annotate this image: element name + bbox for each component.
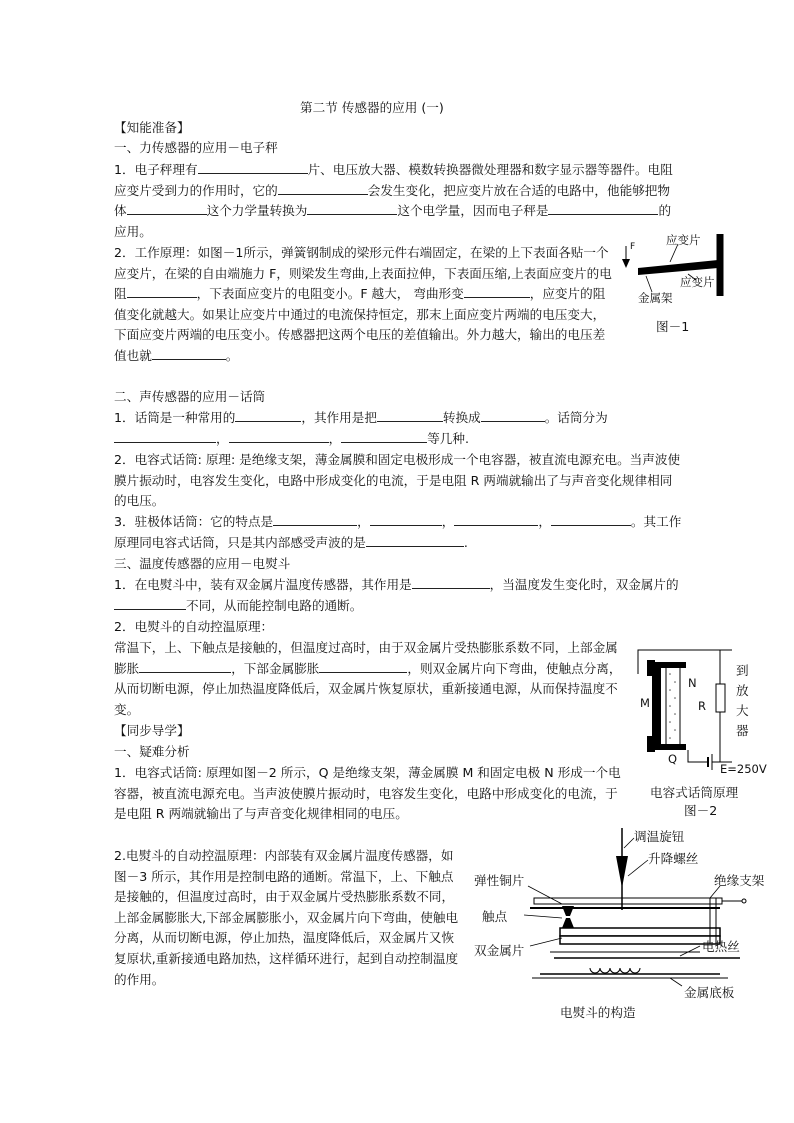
fig1-force-label: F (630, 242, 636, 252)
fig2-m-label: M (640, 696, 650, 710)
fig2-qi-label: 器 (736, 723, 749, 738)
fig3-support-label: 绝缘支架 (714, 873, 765, 888)
para-iron-control-title: 2．电熨斗的自动控温原理： (114, 619, 274, 634)
fig3-plate-label: 金属底板 (684, 985, 735, 1000)
para-working-principle: 2．工作原理：如图－1所示，弹簧钢制成的梁形元件右端固定，在梁的上下表面各贴一个应变片，在梁的自由端施力 F，则梁发生弯曲,上表面拉伸，下表面压缩,上表面应变片的电阻 ，下表面应变片的电阻变小。F 越大， 弯曲形变 ，应变片的阻值变化就越大。如果让应变片中通过的电流保持恒定，那末上面应变片两端的电压变大，下面应变片两端的电压变小。传感器把这两个电压的差值输出。外力越大，输出的电压差值也就 。 (114, 245, 612, 363)
heading-temperature-sensor: 三、温度传感器的应用－电熨斗 (114, 556, 291, 571)
fig2-name: 电容式话筒原理 (650, 785, 739, 800)
para-iron-control: 常温下，上、下触点是接触的，但温度过高时，由于双金属片受热膨胀系数不同，上部金属膨胀 ，下部金属膨胀 ，则双金属片向下弯曲，使触点分离，从而切断电源，停止加热温度降低后，双金属片恢复原状，重新接通电源，从而保持温度不变。 (114, 640, 622, 717)
para-scale-composition: 1．电子秤理有 片、电压放大器、模数转换器微处理器和数字显示器等器件。电阻应变片受到力的作用时，它的 会发生变化，把应变片放在合适的电路中，他能够把物体 这个力学量转换为 这个电学量，因而电子秤是 的应用。 (114, 162, 673, 239)
section-prep: 【知能准备】 (114, 120, 190, 135)
fig3-screw-label: 升降螺丝 (648, 851, 699, 866)
para-analysis-iron: 2.电熨斗的自动控温原理：内部装有双金属片温度传感器，如图－3 所示，其作用是控制电路的通断。常温下，上、下触点是接触的，但温度过高时，由于双金属片受热膨胀系数不同，上部金属膨胀大,下部金属膨胀小，双金属片向下弯曲，使触电分离，从而切断电源，停止加热，温度降低后，双金属片又恢复原状,重新接通电路加热，这样循环进行，起到自动控制温度的作用。 (114, 848, 459, 987)
fig2-to-label: 到 (736, 663, 749, 678)
para-capacitive-mic: 2．电容式话筒: 原理: 是绝缘支架，薄金属膜和固定电极形成一个电容器，被直流电源充电。当声波使膜片振动时，电容发生变化，电路中形成变化的电流，于是电阻 R 两端就输出了与声音变化规律相同的电压。 (114, 452, 681, 509)
fig2-voltage-label: E=250V (720, 762, 767, 776)
fig1-top-gauge-label: 应变片 (666, 233, 701, 247)
fig2-q-label: Q (668, 752, 678, 766)
heading-force-sensor: 一、力传感器的应用－电子秤 (114, 140, 278, 155)
fig1-caption: 图－1 (656, 319, 690, 334)
figure-3 (470, 818, 780, 1023)
fig2-caption: 图－2 (684, 803, 718, 818)
para-analysis-mic: 1．电容式话筒: 原理如图－2 所示，Q 是绝缘支架，薄金属膜 M 和固定电极 N 形成一个电容器，被直流电源充电。当声波使膜片振动时，电容发生变化，电路中形成变化的电流，于是电阻 R 两端就输出了与声音变化规律相同的电压。 (114, 765, 621, 822)
heading-sound-sensor: 二、声传感器的应用－话筒 (114, 389, 266, 404)
fig2-da-label: 大 (736, 703, 749, 718)
fig3-knob-label: 调温旋钮 (634, 829, 685, 844)
section-guide: 【同步导学】 (114, 723, 190, 738)
fig3-bimetal-label: 双金属片 (474, 943, 525, 958)
figure-1 (618, 228, 738, 338)
heading-analysis: 一、疑难分析 (114, 744, 190, 759)
fig1-frame-label: 金属架 (638, 291, 673, 305)
fig3-caption: 电熨斗的构造 (560, 1005, 636, 1020)
figure-2 (628, 644, 774, 816)
page-title: 第二节 传感器的应用 (一) (300, 100, 444, 115)
fig2-n-label: N (688, 676, 697, 690)
fig1-bottom-gauge-label: 应变片 (680, 275, 715, 289)
fig3-contact-label: 触点 (482, 909, 508, 924)
fig2-fang-label: 放 (736, 683, 749, 698)
para-electret-mic: 3．驻极体话筒：它的特点是 ， ， ， 。其工作原理同电容式话筒，只是其内部感受声波的是 . (114, 514, 682, 550)
fig3-wire-label: 电热丝 (702, 939, 740, 954)
para-iron-sensor: 1．在电熨斗中，装有双金属片温度传感器，其作用是 ，当温度发生变化时，双金属片的不同，从而能控制电路的通断。 (114, 577, 679, 613)
para-microphone: 1．话筒是一种常用的 ，其作用是把 转换成 。话筒分为 ， ， 等几种. (114, 410, 608, 446)
fig2-r-label: R (698, 699, 706, 713)
fig3-copper-label: 弹性铜片 (474, 873, 525, 888)
